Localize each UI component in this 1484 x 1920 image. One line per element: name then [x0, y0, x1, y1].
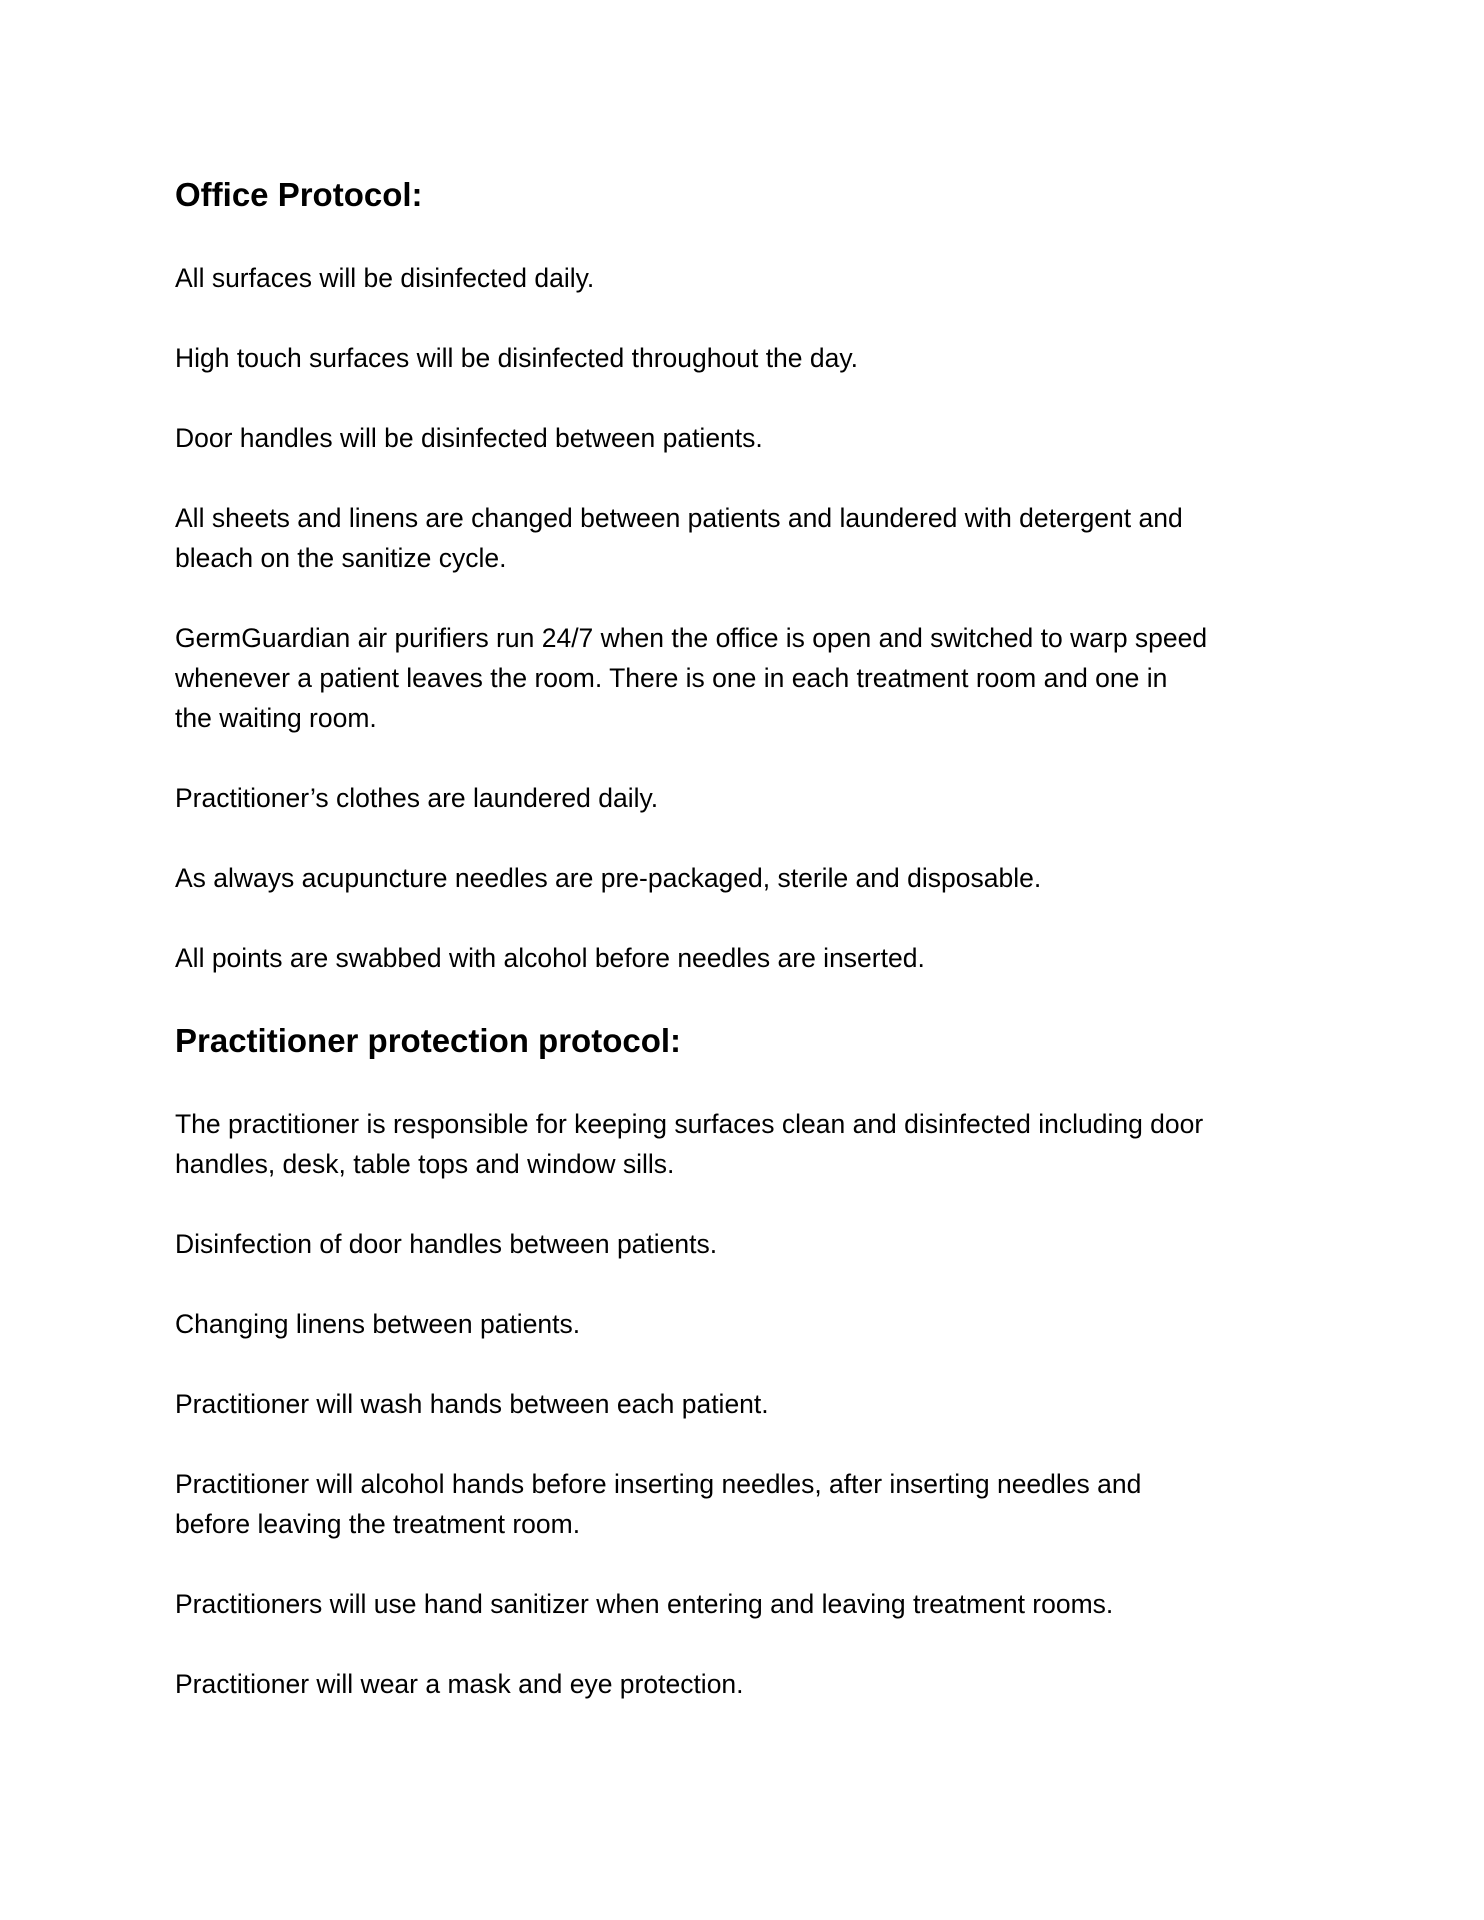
paragraph-line: All points are swabbed with alcohol before needles are inserted.	[175, 943, 925, 973]
protocol-paragraph	[175, 1304, 1315, 1344]
protocol-paragraph	[175, 418, 1315, 458]
protocol-paragraph	[175, 498, 1315, 578]
paragraph-line: before leaving the treatment room.	[175, 1509, 581, 1539]
protocol-paragraph	[175, 938, 1315, 978]
document-page	[175, 175, 1315, 1744]
office-protocol-list	[175, 258, 1315, 978]
protocol-paragraph	[175, 1224, 1315, 1264]
paragraph-line: Changing linens between patients.	[175, 1309, 581, 1339]
protocol-paragraph	[175, 1664, 1315, 1704]
protocol-paragraph	[175, 1584, 1315, 1624]
protocol-paragraph	[175, 258, 1315, 298]
office-protocol-heading: Office Protocol:	[175, 176, 423, 213]
protocol-paragraph	[175, 618, 1315, 738]
paragraph-line: handles, desk, table tops and window sills.	[175, 1149, 675, 1179]
practitioner-protocol-heading: Practitioner protection protocol:	[175, 1022, 682, 1059]
protocol-paragraph	[175, 1384, 1315, 1424]
paragraph-line: High touch surfaces will be disinfected throughout the day.	[175, 343, 859, 373]
paragraph-line: Practitioner will wear a mask and eye protection.	[175, 1669, 744, 1699]
protocol-paragraph	[175, 1104, 1315, 1184]
paragraph-line: Practitioner will alcohol hands before inserting needles, after inserting needles and	[175, 1469, 1142, 1499]
paragraph-line: Door handles will be disinfected between patients.	[175, 423, 763, 453]
paragraph-line: Practitioners will use hand sanitizer when entering and leaving treatment rooms.	[175, 1589, 1114, 1619]
paragraph-line: bleach on the sanitize cycle.	[175, 543, 507, 573]
paragraph-line: Practitioner’s clothes are laundered daily.	[175, 783, 659, 813]
paragraph-line: All sheets and linens are changed between patients and laundered with detergent and	[175, 503, 1183, 533]
paragraph-line: the waiting room.	[175, 703, 377, 733]
protocol-paragraph	[175, 1464, 1315, 1544]
protocol-paragraph	[175, 338, 1315, 378]
paragraph-line: whenever a patient leaves the room. There is one in each treatment room and one in	[175, 663, 1168, 693]
paragraph-line: GermGuardian air purifiers run 24/7 when the office is open and switched to warp speed	[175, 623, 1208, 653]
paragraph-line: The practitioner is responsible for keeping surfaces clean and disinfected including door	[175, 1109, 1204, 1139]
practitioner-protocol-list	[175, 1104, 1315, 1704]
paragraph-line: Practitioner will wash hands between each patient.	[175, 1389, 769, 1419]
protocol-paragraph	[175, 778, 1315, 818]
paragraph-line: Disinfection of door handles between patients.	[175, 1229, 718, 1259]
paragraph-line: All surfaces will be disinfected daily.	[175, 263, 595, 293]
paragraph-line: As always acupuncture needles are pre-packaged, sterile and disposable.	[175, 863, 1042, 893]
protocol-paragraph	[175, 858, 1315, 898]
